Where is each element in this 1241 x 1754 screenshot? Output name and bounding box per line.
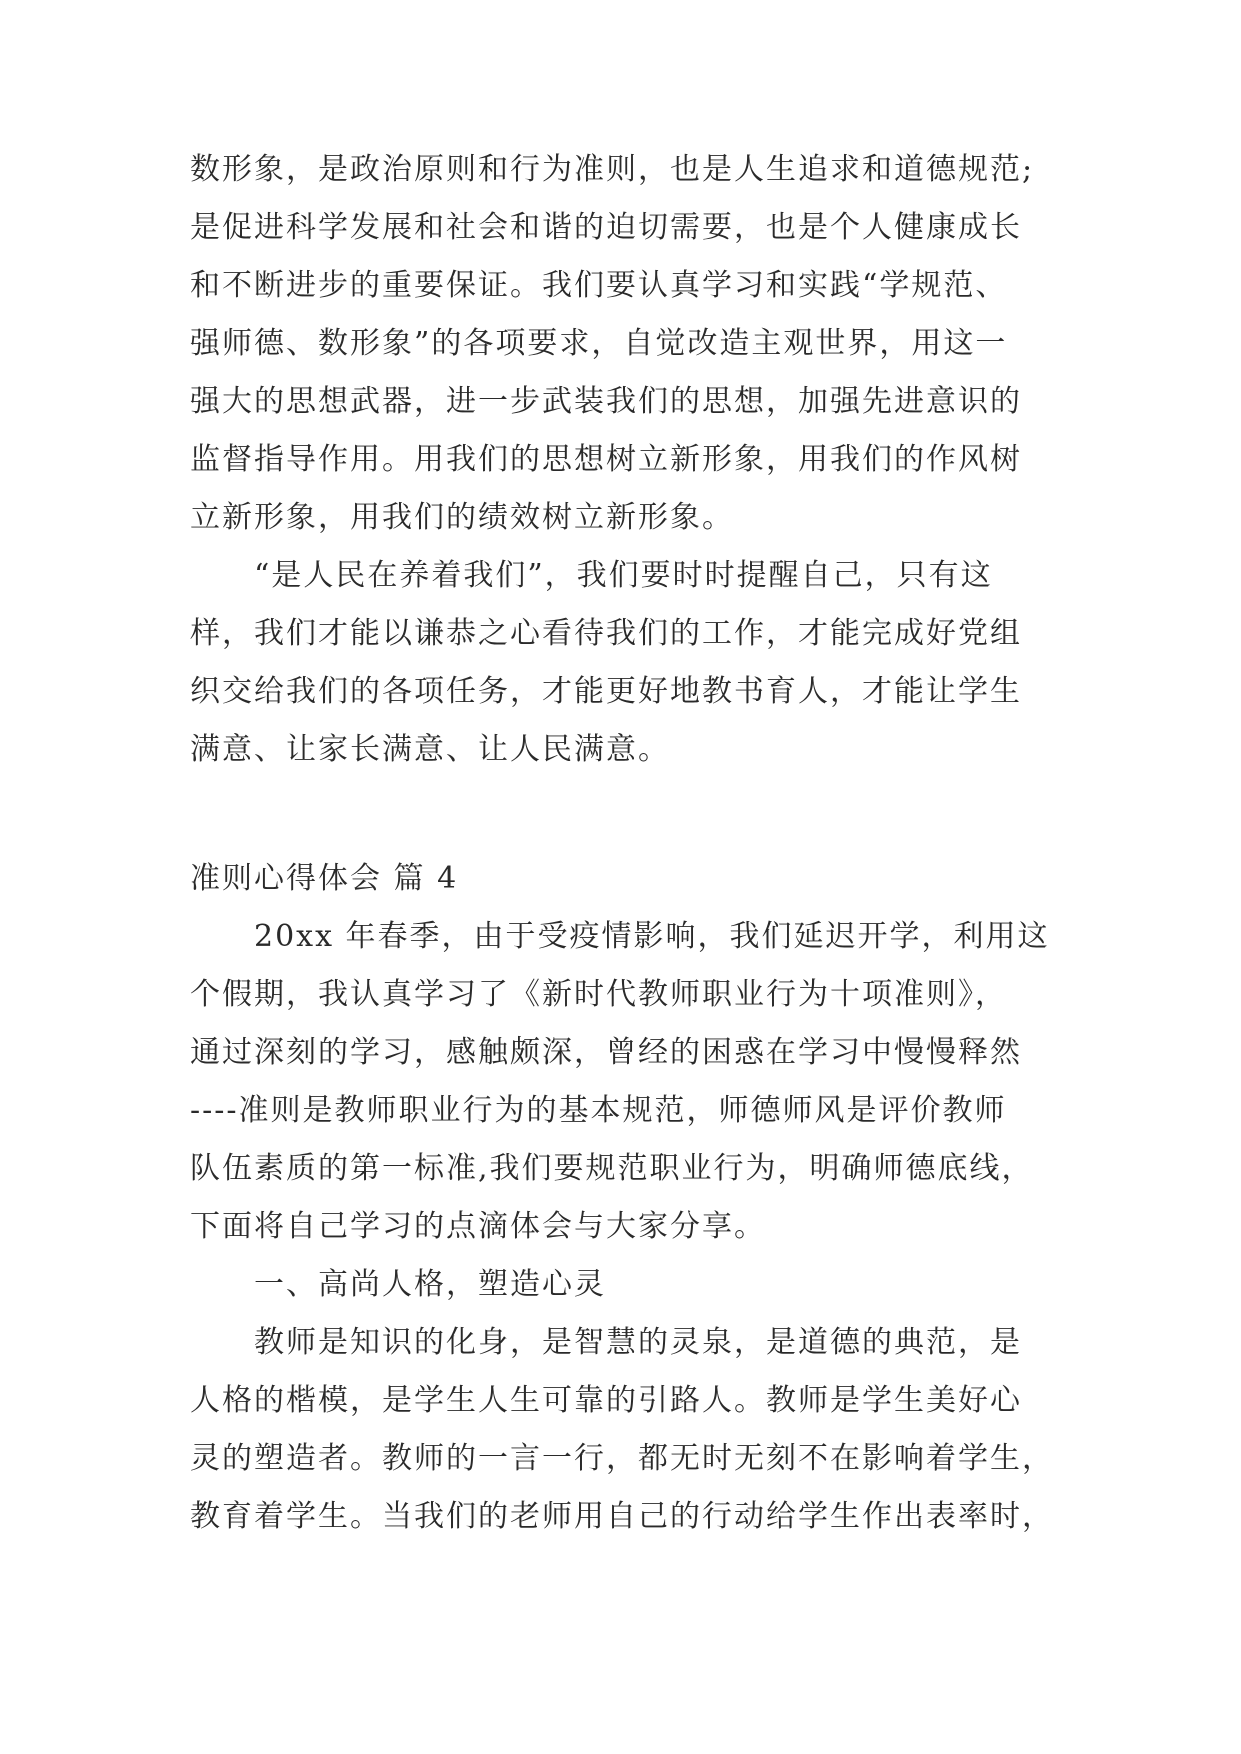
- paragraph-line: ----准则是教师职业行为的基本规范，师德师风是评价教师: [190, 1093, 1007, 1128]
- paragraph-line: 数形象，是政治原则和行为准则，也是人生追求和道德规范;: [190, 152, 1035, 187]
- paragraph-line: 满意、让家长满意、让人民满意。: [190, 732, 670, 767]
- paragraph-line: 样，我们才能以谦恭之心看待我们的工作，才能完成好党组: [190, 616, 1022, 651]
- paragraph-line: 20xx 年春季，由于受疫情影响，我们延迟开学，利用这: [254, 919, 1050, 954]
- paragraph-line: 个假期，我认真学习了《新时代教师职业行为十项准则》，: [190, 977, 1007, 1012]
- paragraph-line: 通过深刻的学习，感触颇深，曾经的困惑在学习中慢慢释然: [190, 1035, 1022, 1070]
- paragraph-line: “是人民在养着我们”，我们要时时提醒自己，只有这: [254, 558, 993, 593]
- paragraph-line: 教师是知识的化身，是智慧的灵泉，是道德的典范，是: [254, 1325, 1022, 1360]
- section-heading: 准则心得体会 篇 4: [190, 861, 459, 896]
- paragraph-line: 是促进科学发展和社会和谐的迫切需要，也是个人健康成长: [190, 210, 1022, 245]
- paragraph-line: 下面将自己学习的点滴体会与大家分享。: [190, 1209, 766, 1244]
- paragraph-line: 强大的思想武器，进一步武装我们的思想，加强先进意识的: [190, 384, 1022, 419]
- paragraph-line: 人格的楷模，是学生人生可靠的引路人。教师是学生美好心: [190, 1383, 1022, 1418]
- paragraph-line: 队伍素质的第一标准,我们要规范职业行为，明确师德底线，: [190, 1151, 1034, 1186]
- paragraph-line: 教育着学生。当我们的老师用自己的行动给学生作出表率时，: [190, 1499, 1054, 1534]
- paragraph-line: 强师德、数形象”的各项要求，自觉改造主观世界，用这一: [190, 326, 1008, 361]
- paragraph-line: 监督指导作用。用我们的思想树立新形象，用我们的作风树: [190, 442, 1022, 477]
- subheading: 一、高尚人格，塑造心灵: [254, 1267, 606, 1302]
- paragraph-line: 和不断进步的重要保证。我们要认真学习和实践“学规范、: [190, 268, 1008, 303]
- paragraph-line: 立新形象，用我们的绩效树立新形象。: [190, 500, 734, 535]
- paragraph-line: 灵的塑造者。教师的一言一行，都无时无刻不在影响着学生，: [190, 1441, 1054, 1476]
- paragraph-line: 织交给我们的各项任务，才能更好地教书育人，才能让学生: [190, 674, 1022, 709]
